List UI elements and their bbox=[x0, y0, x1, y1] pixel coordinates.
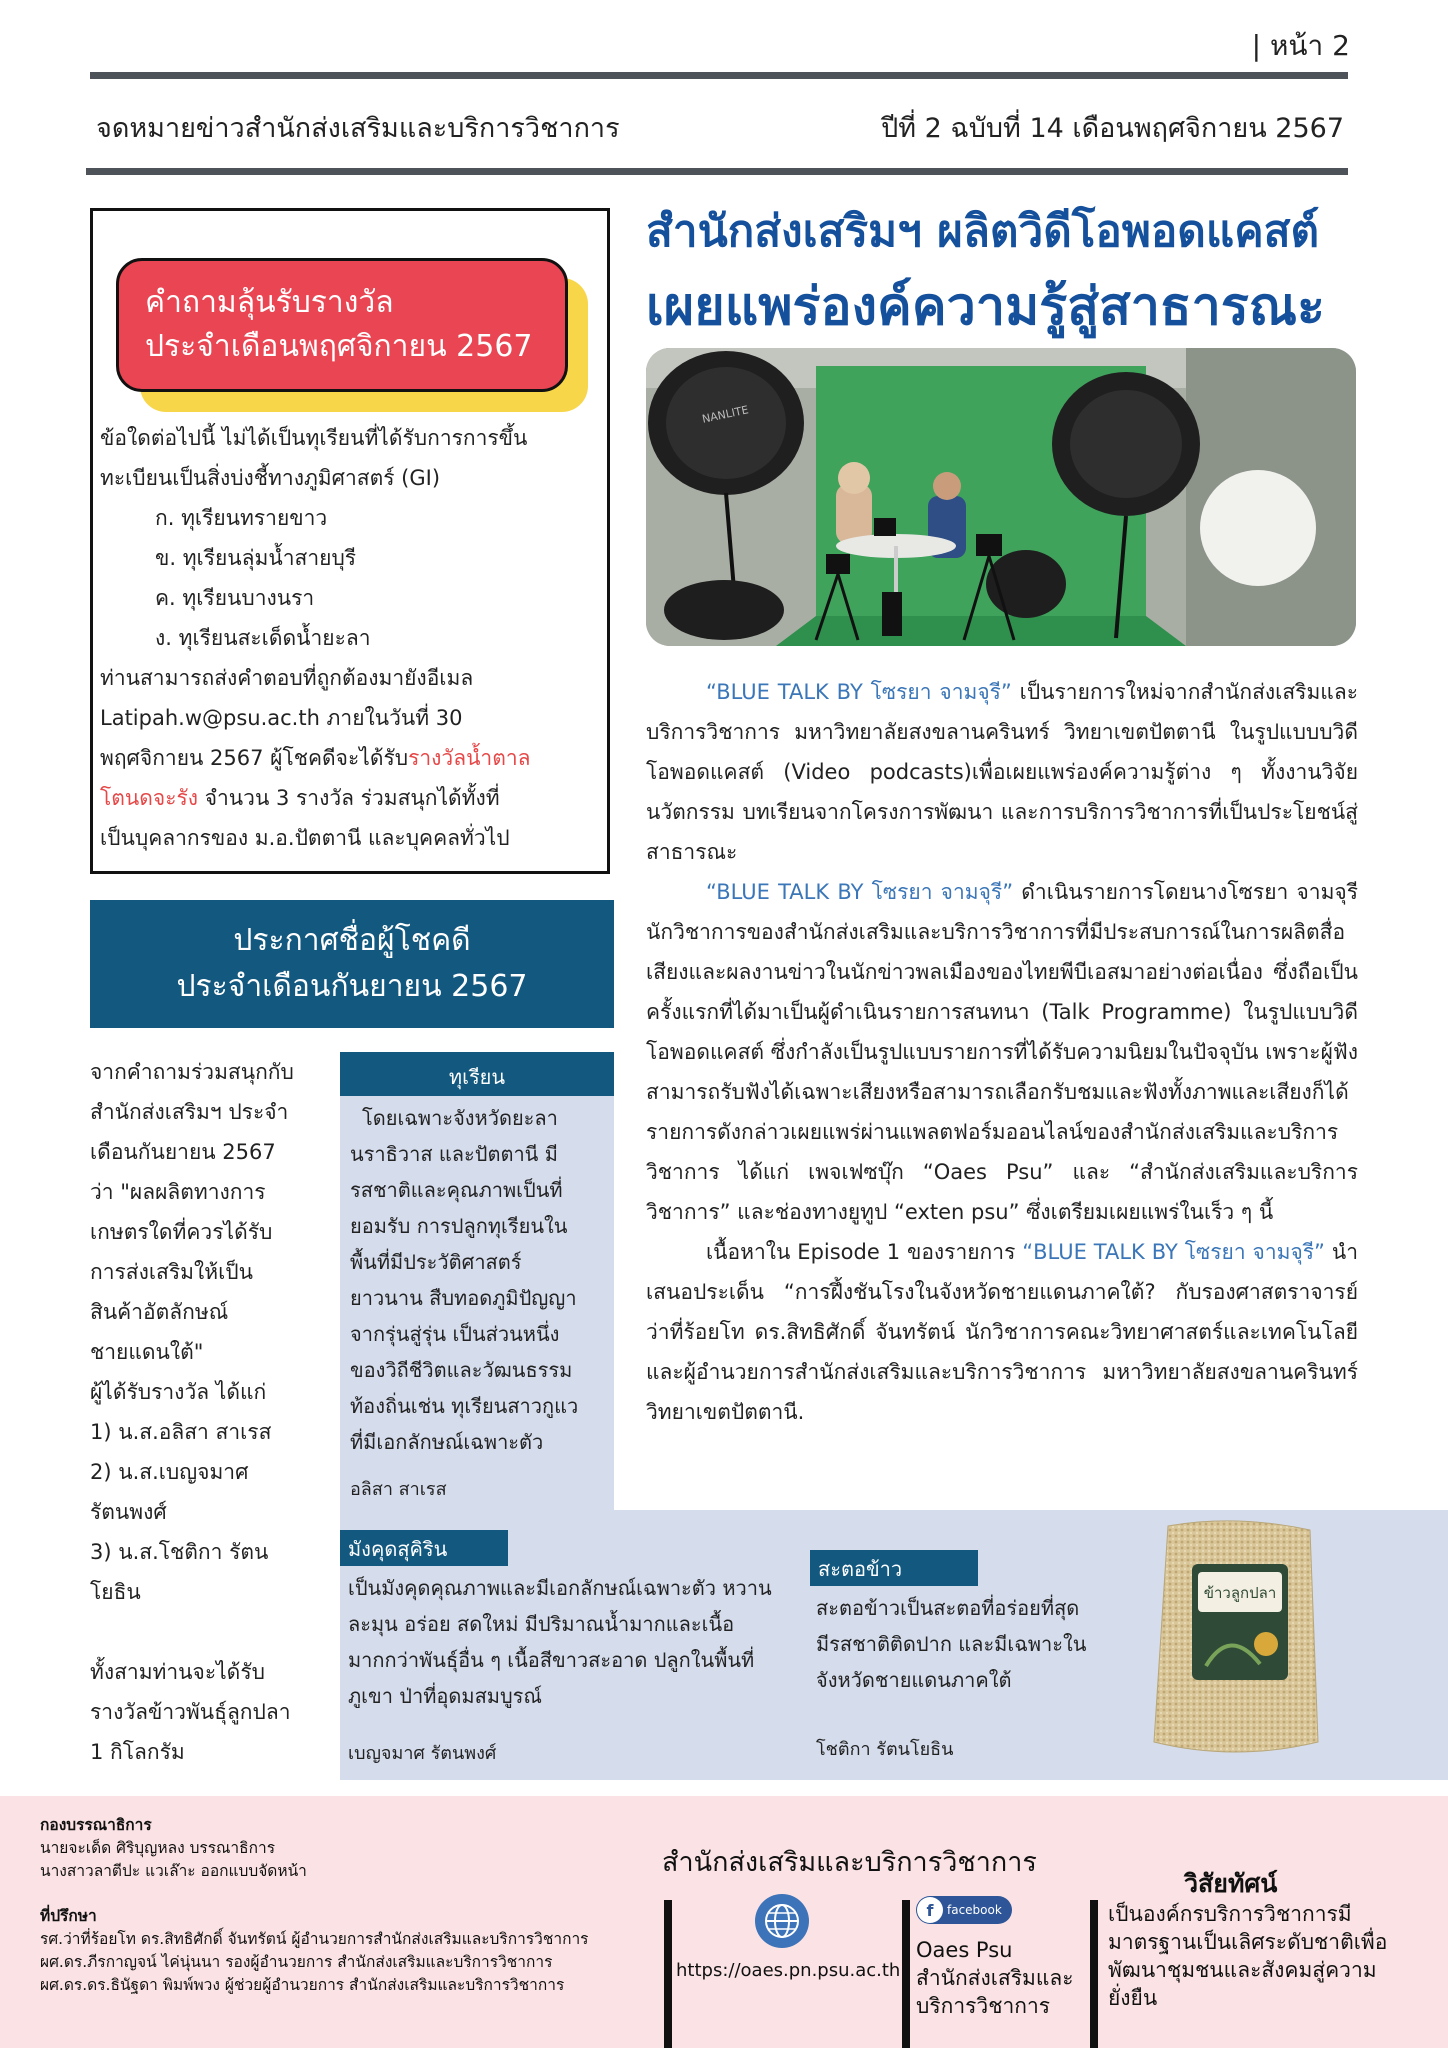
rice-answer bbox=[816, 1590, 1126, 1768]
article-text: เป็นรายการใหม่จากสำนักส่งเสริมและบริการวิชาการ มหาวิทยาลัยสงขลานครินทร์ วิทยาเขตปัตตานี ในรูปแบบบวิดีโอพอดแคสต์ (Video podcasts)เพื่อเผยแพร่องค์ความรู้ต่าง ๆ ทั้งงานวิจัย นวัตกรรม บทเรียนจากโครงการพัฒนา และการบริการวิชาการที่เป็นประโยชน์สู่สาธารณะ bbox=[646, 680, 1358, 864]
winners-line: การส่งเสริมให้เป็น bbox=[90, 1260, 253, 1284]
quiz-text: พฤศจิกายน 2567 ผู้โชคดีจะได้รับ bbox=[100, 746, 409, 770]
tag-mangosteen: มังคุดสุคิริน bbox=[340, 1530, 508, 1566]
article-text: ดำเนินรายการโดยนางโซรยา จามจุรี นักวิชาการของสำนักส่งเสริมและบริการวิชาการที่มีประสบการณ์ในการผลิตสื่อเสียงและผลงานข่าวในนักข่าวพลเมืองของไทยพีบีเอสมาอย่างต่อเนื่อง ซึ่งถือเป็นครั้งแรกที่ได้มาเป็นผู้ดำเนินรายการสนทนา (Talk Programme) ในรูปแบบวิดีโอพอดแคสต์ ซึ่งกำลังเป็นรูปแบบรายการที่ได้รับความนิยมในปัจจุบัน เพราะผู้ฟังสามารถรับฟังได้เฉพาะเสียงหรือสามารถเลือกรับชมและฟังทั้งภาพและเสียงก็ได้ รายการดังกล่าวเผยแพร่ผ่านแพลตฟอร์มออนไลน์ของสำนักส่งเสริมและบริการวิชาการ ได้แก่ เพจเฟซบุ๊ก “Oaes Psu” และ “สำนักส่งเสริมและบริการวิชาการ” และช่องทางยูทูป “exten psu” ซึ่งเตรียมเผยแพร่ในเร็ว ๆ นี้ bbox=[646, 880, 1359, 1224]
article-text: เนื้อหาใน Episode 1 ของรายการ bbox=[706, 1240, 1023, 1264]
quiz-answer-line bbox=[100, 778, 600, 818]
rice-bag-graphic bbox=[1150, 1516, 1320, 1760]
facebook-page[interactable] bbox=[916, 1936, 1074, 2020]
rice-bag-label: ข้าวลูกปลา bbox=[1203, 1584, 1277, 1602]
advisors-title: ที่ปรึกษา bbox=[40, 1907, 97, 1925]
program-name: “BLUE TALK BY โซรยา จามจุรี” bbox=[706, 880, 1014, 904]
editorial-line: นายจะเด็ด ศิริบุญหลง บรรณาธิการ bbox=[40, 1839, 276, 1857]
answer-line: ภูเขา ป่าที่อุดมสมบูรณ์ bbox=[348, 1684, 542, 1708]
answer-line: ของวิถีชีวิตและวัฒนธรรม bbox=[350, 1358, 573, 1382]
globe-icon bbox=[755, 1894, 809, 1948]
prize-line: 1 กิโลกรัม bbox=[90, 1740, 185, 1764]
quiz-option: ข. ทุเรียนลุ่มน้ำสายบุรี bbox=[155, 546, 357, 570]
answer-line: ที่มีเอกลักษณ์เฉพาะตัว bbox=[350, 1430, 544, 1454]
facebook-label: facebook bbox=[947, 1903, 1002, 1917]
answer-line: พื้นที่มีประวัติศาสตร์ bbox=[350, 1250, 522, 1274]
footer-divider bbox=[902, 1900, 910, 2048]
winners-banner-line1: ประกาศชื่อผู้โชคดี bbox=[233, 923, 471, 958]
prize-line: ทั้งสามท่านจะได้รับ bbox=[90, 1660, 265, 1684]
winners-text bbox=[90, 1052, 340, 1772]
advisor-line: รศ.ว่าที่ร้อยโท ดร.สิทธิศักดิ์ จันทรัตน์ ผู้อำนวยการสำนักส่งเสริมและบริการวิชาการ bbox=[40, 1930, 589, 1948]
answer-line: จากรุ่นสู่รุ่น เป็นส่วนหนึ่ง bbox=[350, 1322, 560, 1346]
facebook-badge bbox=[916, 1896, 1012, 1924]
quiz-option: ก. ทุเรียนทรายขาว bbox=[155, 506, 328, 530]
website-link[interactable]: https://oaes.pn.psu.ac.th bbox=[676, 1960, 901, 1981]
vision-title: วิสัยทัศน์ bbox=[1184, 1869, 1278, 1898]
winners-line: ชายแดนใต้" bbox=[90, 1340, 204, 1364]
org-name: สำนักส่งเสริมและบริการวิชาการ bbox=[662, 1847, 1037, 1878]
article-title-line1: สำนักส่งเสริมฯ ผลิตวิดีโอพอดแคสต์ bbox=[646, 206, 1320, 257]
header-rule-bottom bbox=[86, 168, 1348, 175]
answer-line: ยาวนาน สืบทอดภูมิปัญญา bbox=[350, 1286, 577, 1310]
advisor-line: ผศ.ดร.ดร.ธินัฐดา พิมพ์พวง ผู้ช่วยผู้อำนวยการ สำนักส่งเสริมและบริการวิชาการ bbox=[40, 1976, 565, 1994]
answer-line: มีรสชาติติดปาก และมีเฉพาะใน bbox=[816, 1632, 1087, 1656]
answer-line: ท้องถิ่นเช่น ทุเรียนสาวกูแว bbox=[350, 1394, 579, 1418]
quiz-text: จำนวน 3 รางวัล ร่วมสนุกได้ทั้งที่ bbox=[198, 786, 500, 810]
quiz-answer-line: Latipah.w@psu.ac.th ภายในวันที่ 30 bbox=[100, 706, 463, 730]
quiz-q-line: ข้อใดต่อไปนี้ ไม่ได้เป็นทุเรียนที่ได้รับการการขึ้น bbox=[100, 426, 528, 450]
globe-icon-graphic bbox=[755, 1894, 809, 1948]
answer-author: อลิสา สาเรส bbox=[350, 1479, 447, 1500]
newsletter-name: จดหมายข่าวสำนักส่งเสริมและบริการวิชาการ bbox=[96, 113, 620, 144]
page-number: | หน้า 2 bbox=[1251, 29, 1350, 62]
program-name: “BLUE TALK BY โซรยา จามจุรี” bbox=[706, 680, 1012, 704]
header-rule-top bbox=[90, 72, 1348, 79]
quiz-tag-line1: คำถามลุ้นรับรางวัล bbox=[145, 285, 394, 320]
quiz-answer-line: เป็นบุคลากรของ ม.อ.ปัตตานี และบุคคลทั่วไป bbox=[100, 826, 510, 850]
article-text: นำเสนอประเด็น “การฝึ้งชันโรงในจังหวัดชายแดนภาคใต้? กับรองศาสตราจารย์ ว่าที่ร้อยโท ดร.สิทธิศักดิ์ จันทรัตน์ นักวิชาการคณะวิทยาศาสตร์และเทคโนโลยี และผู้อำนวยการสำนักส่งเสริมและบริการวิชาการ มหาวิทยาลัยสงขลานครินทร์ วิทยาเขตปัตตานี. bbox=[646, 1240, 1358, 1424]
article-paragraph bbox=[646, 672, 1358, 872]
advisor-line: ผศ.ดร.ภีรกาญจน์ ไค่นุ่นนา รองผู้อำนวยการ สำนักส่งเสริมและบริการวิชาการ bbox=[40, 1953, 553, 1971]
article-paragraph bbox=[646, 1232, 1358, 1432]
answer-author: เบญจมาศ รัตนพงศ์ bbox=[348, 1743, 497, 1764]
footer-divider bbox=[664, 1900, 672, 2048]
footer-divider bbox=[1090, 1900, 1098, 2048]
article-paragraph bbox=[646, 872, 1358, 1232]
quiz-q-line: ทะเบียนเป็นสิ่งบ่งชี้ทางภูมิศาสตร์ (GI) bbox=[100, 466, 441, 490]
studio-photo bbox=[646, 348, 1356, 646]
program-name: “BLUE TALK BY โซรยา จามจุรี” bbox=[1022, 1240, 1325, 1264]
article-title-line2: เผยแพร่องค์ความรู้สู่สาธารณะ bbox=[646, 277, 1325, 337]
winners-banner bbox=[90, 900, 614, 1028]
winners-line: 2) น.ส.เบญจมาศ bbox=[90, 1460, 249, 1484]
winners-line: 3) น.ส.โชติกา รัตน bbox=[90, 1540, 269, 1564]
article-body bbox=[646, 672, 1358, 1432]
winners-line: เกษตรใดที่ควรได้รับ bbox=[90, 1220, 273, 1244]
answer-line: เป็นมังคุดคุณภาพและมีเอกลักษณ์เฉพาะตัว หวาน bbox=[348, 1576, 772, 1600]
facebook-line: สำนักส่งเสริมและ bbox=[916, 1966, 1074, 1990]
prize-line: รางวัลข้าวพันธุ์ลูกปลา bbox=[90, 1700, 291, 1724]
studio-photo-graphic bbox=[646, 348, 1356, 646]
winners-line: จากคำถามร่วมสนุกกับ bbox=[90, 1060, 294, 1084]
quiz-prize: รางวัลน้ำตาล bbox=[408, 746, 531, 770]
answer-line: มากกว่าพันธุ์อื่น ๆ เนื้อสีขาวสะอาด ปลูกในพื้นที่ bbox=[348, 1648, 755, 1672]
winners-line: 1) น.ส.อลิสา สาเรส bbox=[90, 1420, 272, 1444]
vision-line: เป็นองค์กรบริการวิชาการมี bbox=[1108, 1902, 1352, 1926]
winners-banner-line2: ประจำเดือนกันยายน 2567 bbox=[176, 969, 528, 1004]
answer-line: สะตอข้าวเป็นสะตอที่อร่อยที่สุด bbox=[816, 1596, 1080, 1620]
answer-line: จังหวัดชายแดนภาคใต้ bbox=[816, 1668, 1012, 1692]
answer-line: โดยเฉพาะจังหวัดยะลา bbox=[362, 1106, 558, 1130]
answer-line: ยอมรับ การปลูกทุเรียนใน bbox=[350, 1214, 568, 1238]
facebook-line: บริการวิชาการ bbox=[916, 1994, 1051, 2018]
winners-line: ว่า "ผลผลิตทางการ bbox=[90, 1180, 266, 1204]
quiz-answer-line: ท่านสามารถส่งคำตอบที่ถูกต้องมายังอีเมล bbox=[100, 666, 474, 690]
tag-rice: สะตอข้าว bbox=[810, 1550, 978, 1586]
vision-text bbox=[1108, 1900, 1438, 2012]
facebook-icon: f bbox=[917, 1897, 943, 1923]
answer-line: นราธิวาส และปัตตานี มี bbox=[350, 1142, 558, 1166]
mangosteen-answer bbox=[348, 1570, 808, 1772]
quiz-option: ค. ทุเรียนบางนรา bbox=[155, 586, 315, 610]
issue-info: ปีที่ 2 ฉบับที่ 14 เดือนพฤศจิกายน 2567 bbox=[881, 113, 1344, 144]
quiz-question bbox=[100, 418, 600, 858]
quiz-option: ง. ทุเรียนสะเด็ดน้ำยะลา bbox=[155, 626, 371, 650]
tag-durian: ทุเรียน bbox=[340, 1052, 614, 1096]
winners-line: สินค้าอัตลักษณ์ bbox=[90, 1300, 229, 1324]
editorial-line: นางสาวลาตีปะ แวเล๊าะ ออกแบบจัดหน้า bbox=[40, 1862, 307, 1880]
quiz-tag bbox=[116, 258, 568, 392]
vision-line: พัฒนาชุมชนและสังคมสู่ความ bbox=[1108, 1958, 1377, 1982]
rice-bag-image bbox=[1150, 1516, 1320, 1760]
answer-author: โชติกา รัตนโยธิน bbox=[816, 1739, 954, 1760]
durian-answer bbox=[350, 1100, 612, 1508]
quiz-tag-line2: ประจำเดือนพฤศจิกายน 2567 bbox=[145, 329, 533, 364]
photo-softbox-brand: NANLITE bbox=[700, 403, 750, 426]
winners-line: ผู้ได้รับรางวัล ได้แก่ bbox=[90, 1380, 267, 1404]
vision-line: ยั่งยืน bbox=[1108, 1986, 1158, 2010]
editorial-block bbox=[40, 1814, 660, 1997]
answer-line: รสชาติและคุณภาพเป็นที่ bbox=[350, 1178, 563, 1202]
winners-line: เดือนกันยายน 2567 bbox=[90, 1140, 276, 1164]
facebook-line: Oaes Psu bbox=[916, 1938, 1013, 1962]
vision-line: มาตรฐานเป็นเลิศระดับชาติเพื่อ bbox=[1108, 1930, 1388, 1954]
quiz-prize: โตนดจะรัง bbox=[100, 786, 199, 810]
editorial-title: กองบรรณาธิการ bbox=[40, 1816, 152, 1834]
winners-line: โยธิน bbox=[90, 1580, 141, 1604]
answer-line: ละมุน อร่อย สดใหม่ มีปริมาณน้ำมากและเนื้อ bbox=[348, 1612, 735, 1636]
winners-line: รัตนพงศ์ bbox=[90, 1500, 167, 1524]
quiz-answer-line bbox=[100, 738, 600, 778]
winners-line: สำนักส่งเสริมฯ ประจำ bbox=[90, 1100, 289, 1124]
